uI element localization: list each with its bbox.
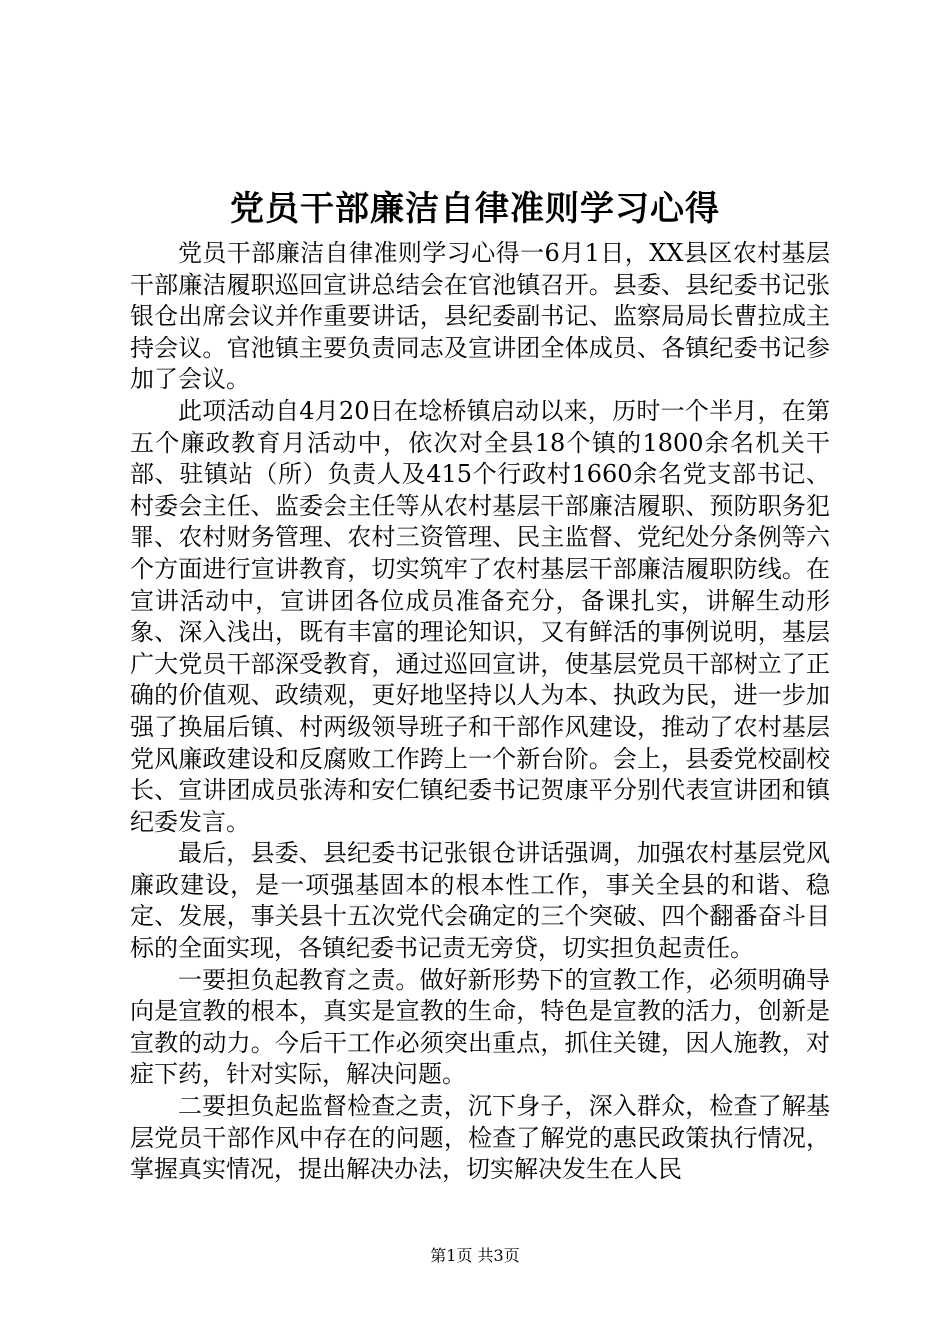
- document-title: 党员干部廉洁自律准则学习心得: [230, 189, 720, 229]
- paragraph: 一要担负起教育之责。做好新形势下的宣教工作，必须明确导向是宣教的根本，真实是宣教的生命，特色是宣教的活力，创新是宣教的动力。今后干工作必须突出重点，抓住关键，因人施教，对症下药，针对实际，解决问题。: [130, 965, 830, 1089]
- page-footer: 第1页 共3页: [430, 1246, 520, 1265]
- paragraph: 党员干部廉洁自律准则学习心得一6月1日，XX县区农村基层干部廉洁履职巡回宣讲总结会在官池镇召开。县委、县纪委书记张银仓出席会议并作重要讲话，县纪委副书记、监察局局长曹拉成主持会议。官池镇主要负责同志及宣讲团全体成员、各镇纪委书记参加了会议。: [130, 239, 830, 394]
- paragraph: 二要担负起监督检查之责，沉下身子，深入群众，检查了解基层党员干部作风中存在的问题，检查了解党的惠民政策执行情况，掌握真实情况，提出解决办法，切实解决发生在人民: [130, 1092, 830, 1184]
- document-body: [130, 238, 830, 1186]
- paragraph: 此项活动自4月20日在埝桥镇启动以来，历时一个半月，在第五个廉政教育月活动中，依次对全县18个镇的1800余名机关干部、驻镇站（所）负责人及415个行政村1660余名党支部书记、村委会主任、监委会主任等从农村基层干部廉洁履职、预防职务犯罪、农村财务管理、农村三资管理、民主监督、党纪处分条例等六个方面进行宣讲教育，切实筑牢了农村基层干部廉洁履职防线。在宣讲活动中，宣讲团各位成员准备充分，备课扎实，讲解生动形象、深入浅出，既有丰富的理论知识，又有鲜活的事例说明，基层广大党员干部深受教育，通过巡回宣讲，使基层党员干部树立了正确的价值观、政绩观，更好地坚持以人为本、执政为民，进一步加强了换届后镇、村两级领导班子和干部作风建设，推动了农村基层党风廉政建设和反腐败工作跨上一个新台阶。会上，县委党校副校长、宣讲团成员张涛和安仁镇纪委书记贺康平分别代表宣讲团和镇纪委发言。: [130, 396, 830, 836]
- paragraph: 最后，县委、县纪委书记张银仓讲话强调，加强农村基层党风廉政建设，是一项强基固本的根本性工作，事关全县的和谐、稳定、发展，事关县十五次党代会确定的三个突破、四个翻番奋斗目标的全面实现，各镇纪委书记责无旁贷，切实担负起责任。: [130, 839, 830, 963]
